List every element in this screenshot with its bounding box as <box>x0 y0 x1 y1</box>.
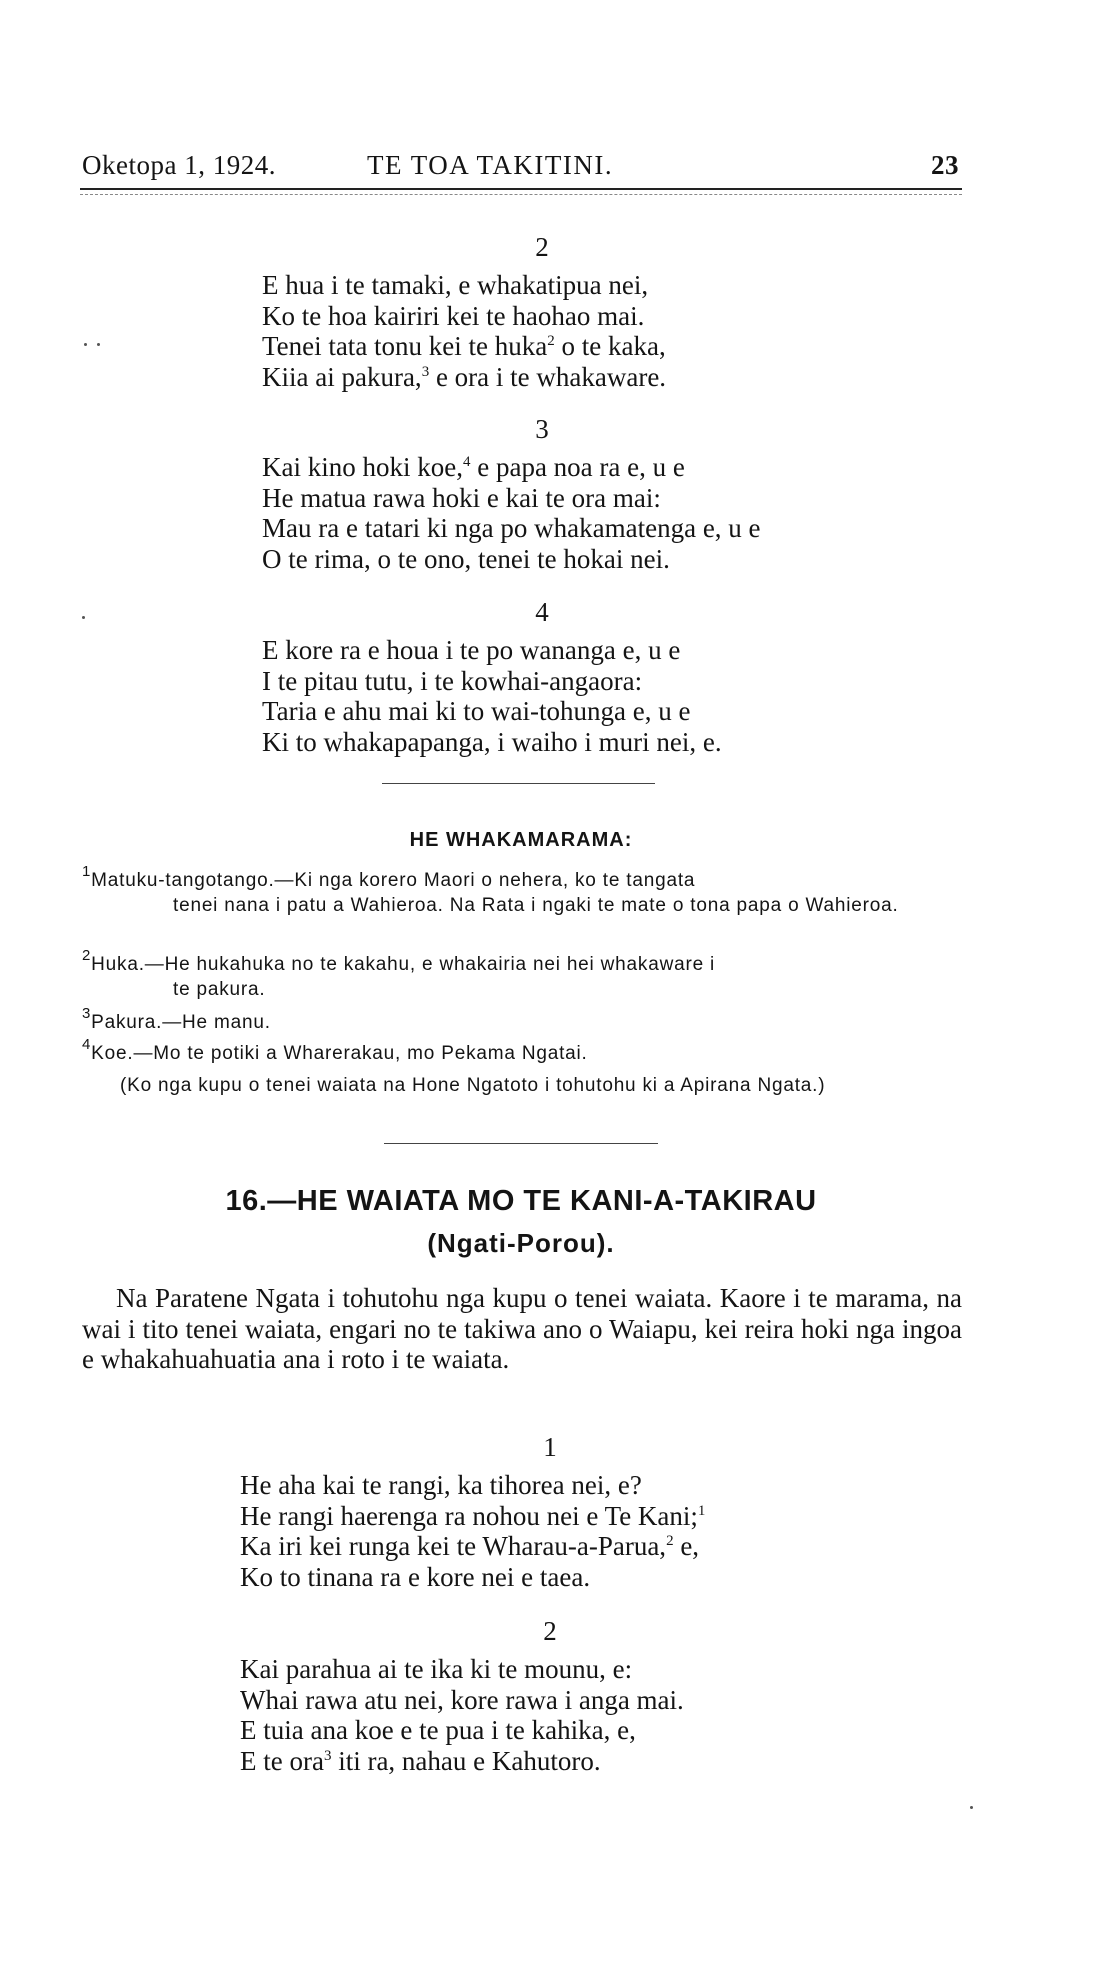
verse-line: Ka iri kei runga kei te Wharau-a-Parua,$^2$ e, <box>240 1531 700 1561</box>
verse-3 <box>262 414 822 574</box>
verse-line: Tenei tata tonu kei te huka$^2$ o te kaka, <box>262 331 666 361</box>
verse-line: E kore ra e houa i te po wananga e, u e <box>262 635 681 665</box>
note-4: $^4$Koe.—Mo te potiki a Wharerakau, mo Pekama Ngatai. <box>82 1036 588 1064</box>
section-intro: Na Paratene Ngata i tohutohu nga kupu o tenei waiata. Kaore i te marama, na wai i tito tenei waiata, engari no te takiwa ano o Waiapu, kei reira hoki nga ingoa e whakahuahuatia ana i roto i te waiata. <box>82 1283 962 1374</box>
verse-4 <box>262 597 822 757</box>
print-speck <box>970 1806 973 1809</box>
header-date: Oketopa 1, 1924. <box>82 150 276 180</box>
verse-line: Ki to whakapapanga, i waiho i muri nei, e. <box>262 726 722 757</box>
note-credit: (Ko nga kupu o tenei waiata na Hone Ngatoto i tohutohu ki a Apirana Ngata.) <box>120 1075 826 1096</box>
verse-line: Kai parahua ai te ika ki te mounu, e: <box>240 1654 633 1684</box>
verse-line: E tuia ana koe e te pua i te kahika, e, <box>240 1715 636 1745</box>
verse-line: He rangi haerenga ra nohou nei e Te Kani;$^1$ <box>240 1500 706 1531</box>
verse-line: E te ora$^3$ iti ra, nahau e Kahutoro. <box>240 1745 601 1776</box>
verse-number: 1 <box>543 1432 557 1462</box>
section-divider <box>384 1143 658 1144</box>
verse-number: 2 <box>535 232 549 262</box>
print-speck <box>97 343 100 346</box>
verse-line: Kiia ai pakura,$^3$ e ora i te whakaware. <box>262 361 667 392</box>
header-rule-dashed <box>80 194 962 195</box>
header-journal-title: TE TOA TAKITINI. <box>367 150 614 180</box>
section-divider <box>382 783 655 784</box>
verse-number: 3 <box>535 414 549 444</box>
section-title: 16.—HE WAIATA MO TE KANI-A-TAKIRAU <box>225 1185 817 1217</box>
verse-line: He aha kai te rangi, ka tihorea nei, e? <box>240 1470 642 1500</box>
note-3: $^3$Pakura.—He manu. <box>82 1005 271 1033</box>
verse-2 <box>262 232 822 392</box>
print-speck <box>84 343 87 346</box>
verse-line: Mau ra e tatari ki nga po whakamatenga e, u e <box>262 513 761 543</box>
verse-line: I te pitau tutu, i te kowhai-angaora: <box>262 665 643 696</box>
section-subtitle: (Ngati-Porou). <box>427 1228 615 1258</box>
running-header <box>80 150 963 186</box>
verse-number: 4 <box>535 597 549 627</box>
page-number: 23 <box>931 150 959 180</box>
note-2: $^2$Huka.—He hukahuka no te kakahu, e whakairia nei hei whakaware i te pakura. <box>82 947 716 1000</box>
verse-line: Ko te hoa kairiri kei te haohao mai. <box>262 300 645 331</box>
verse-line: Ko to tinana ra e kore nei e taea. <box>240 1561 591 1592</box>
verse-line: O te rima, o te ono, tenei te hokai nei. <box>262 543 670 574</box>
note-1: $^1$Matuku-tangotango.—Ki nga korero Maori o nehera, ko te tangata tenei nana i patu a Wahieroa. Na Rata i ngaki te mate o tona papa o Wahieroa. <box>82 863 899 916</box>
header-rule <box>80 188 962 190</box>
verse-number: 2 <box>543 1616 557 1646</box>
verse-line: Whai rawa atu nei, kore rawa i anga mai. <box>240 1684 684 1715</box>
song-b-verse-1 <box>240 1432 860 1592</box>
verse-line: Kai kino hoki koe,$^4$ e papa noa ra e, u e <box>262 452 685 482</box>
song-b-verse-2 <box>240 1616 860 1776</box>
verse-line: E hua i te tamaki, e whakatipua nei, <box>262 270 649 300</box>
notes-heading: HE WHAKAMARAMA: <box>409 829 633 851</box>
print-speck <box>82 616 85 619</box>
verse-line: He matua rawa hoki e kai te ora mai: <box>262 482 661 513</box>
verse-line: Taria e ahu mai ki to wai-tohunga e, u e <box>262 696 691 726</box>
